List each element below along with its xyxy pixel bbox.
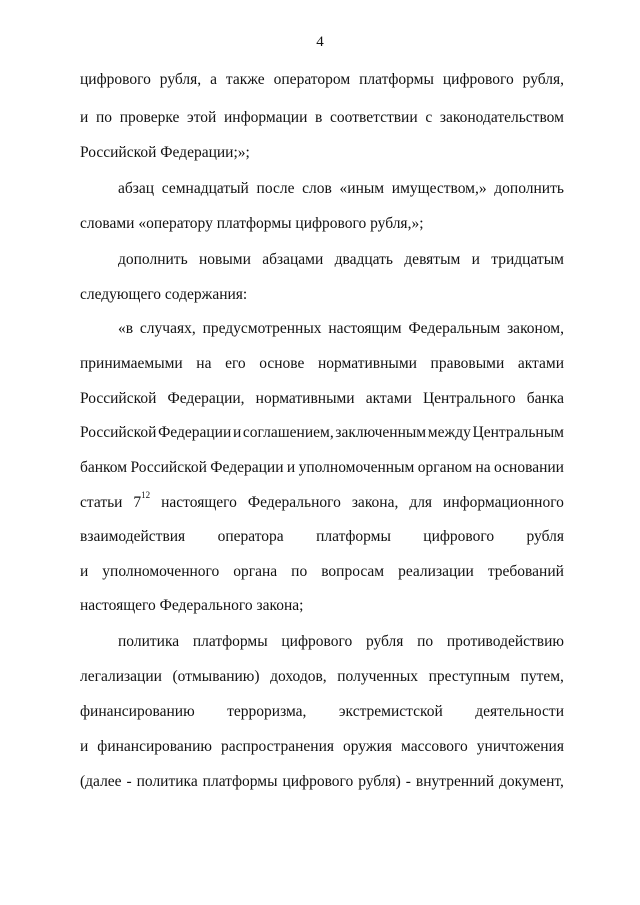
text-line (80, 772, 564, 792)
line-word: на (475, 459, 491, 476)
line-word: дополнить (494, 180, 564, 197)
line-word: органом (417, 459, 473, 476)
line-word: цифрового (423, 528, 495, 545)
line-word: семнадцатый (161, 180, 249, 197)
line-word: правовыми (430, 355, 505, 372)
line-word: внутренний (415, 773, 495, 790)
line-word: рубля (526, 528, 564, 545)
line-word: путем, (520, 668, 564, 685)
line-word: двадцать (334, 251, 393, 268)
line-word: рубля, (159, 71, 202, 88)
text-line: словами «оператору платформы цифрового рубля,»; (80, 215, 424, 232)
line-word: оператора (217, 528, 284, 545)
line-word: проверке (119, 109, 180, 126)
line-word: политика (136, 773, 198, 790)
line-word: банка (526, 390, 564, 407)
line-word: документ, (498, 773, 564, 790)
line-word: взаимодействия (80, 528, 186, 545)
line-word: - (126, 773, 132, 790)
line-word: и (286, 459, 296, 476)
line-word: требований (487, 563, 564, 580)
line-word: слов (302, 180, 332, 197)
text-line (80, 702, 564, 722)
text-line (80, 389, 564, 409)
line-word: банком (80, 459, 128, 476)
line-word: цифрового (282, 773, 354, 790)
line-word: рубля (365, 633, 404, 650)
line-word: и (232, 424, 242, 441)
line-word: имуществом,» (391, 180, 487, 197)
text-line (118, 319, 564, 339)
line-word: законодательством (439, 109, 564, 126)
line-word: вопросам (321, 563, 385, 580)
line-word: между (427, 424, 471, 441)
line-word: «в (118, 320, 134, 337)
line-word: - (405, 773, 411, 790)
line-word: органа (233, 563, 278, 580)
text-line (80, 458, 564, 478)
line-word: финансированию (97, 738, 212, 755)
line-word: закона, (351, 494, 399, 511)
line-word: абзац (118, 180, 155, 197)
line-word: по (417, 633, 434, 650)
line-word: его (225, 355, 246, 372)
line-word: оператором (273, 71, 351, 88)
line-word: в (315, 109, 323, 126)
line-word: платформы (359, 71, 434, 88)
line-word: рубля, (522, 71, 564, 88)
line-word: распространения (220, 738, 335, 755)
line-word: уничтожения (476, 738, 564, 755)
line-word: основе (259, 355, 305, 372)
line-word: Российской (80, 424, 157, 441)
line-word: абзацами (262, 251, 324, 268)
line-word: и (471, 251, 480, 268)
line-word: по (291, 563, 308, 580)
line-word: финансированию (80, 703, 195, 720)
line-word: уполномоченным (298, 459, 415, 476)
line-word: цифрового (442, 71, 514, 88)
line-word: платформы (316, 528, 391, 545)
line-word: Федерации (210, 459, 284, 476)
text-line: следующего содержания: (80, 286, 248, 303)
line-word: статьи (80, 494, 123, 511)
line-word: законом, (507, 320, 564, 337)
line-word: и (80, 563, 89, 580)
line-word: Федерального (247, 494, 341, 511)
line-word: принимаемыми (80, 355, 183, 372)
line-word: для (409, 494, 433, 511)
line-word: по (95, 109, 113, 126)
line-word: легализации (80, 668, 162, 685)
line-word: терроризма, (227, 703, 307, 720)
line-word: актами (365, 390, 412, 407)
text-line (80, 108, 564, 128)
line-word: с (425, 109, 433, 126)
line-word: настоящего (161, 494, 237, 511)
text-line: настоящего Федерального закона; (80, 597, 304, 614)
line-word: цифрового (281, 633, 353, 650)
text-line (80, 423, 564, 443)
line-word: экстремистской (338, 703, 443, 720)
text-line (80, 490, 564, 513)
line-word: деятельности (475, 703, 564, 720)
line-word: также (225, 71, 265, 88)
line-word: новыми (198, 251, 251, 268)
page-number: 4 (316, 34, 324, 50)
line-word: девятым (404, 251, 461, 268)
text-line: Российской Федерации;»; (80, 144, 250, 161)
line-word: доходов, (270, 668, 327, 685)
line-word: предусмотренных (202, 320, 322, 337)
line-word: реализации (398, 563, 474, 580)
line-word: платформы (192, 633, 268, 650)
line-word: массового (401, 738, 468, 755)
line-word: Центрального (422, 390, 516, 407)
line-word: $7^{12}$ (133, 490, 151, 511)
line-word: соответствии (330, 109, 418, 126)
line-word: Российской (80, 390, 157, 407)
line-word: уполномоченного (102, 563, 220, 580)
line-word: актами (517, 355, 564, 372)
line-word: платформы (202, 773, 278, 790)
text-line (118, 250, 564, 270)
text-line (118, 632, 564, 652)
line-word: противодействию (446, 633, 564, 650)
text-line (80, 527, 564, 547)
line-word: Федерации (158, 424, 232, 441)
line-word: случаях, (139, 320, 196, 337)
line-word: информации (224, 109, 308, 126)
line-word: информационного (443, 494, 564, 511)
line-word: и (80, 109, 89, 126)
line-word: нормативными (318, 355, 417, 372)
text-line (80, 70, 564, 90)
line-word: соглашением, (242, 424, 334, 441)
text-line (80, 667, 564, 687)
text-line (80, 562, 564, 582)
line-word: настоящим (328, 320, 402, 337)
line-word: после (256, 180, 295, 197)
line-word: (отмыванию) (172, 668, 260, 685)
line-word: тридцатым (491, 251, 564, 268)
text-line (118, 179, 564, 199)
line-word: политика (118, 633, 180, 650)
line-word: преступным (428, 668, 510, 685)
line-word: Центральным (472, 424, 564, 441)
line-word: «иным (339, 180, 385, 197)
line-word: нормативными (255, 390, 355, 407)
line-word: полученных (337, 668, 419, 685)
text-line (80, 737, 564, 757)
line-word: основании (494, 459, 564, 476)
line-word: а (210, 71, 217, 88)
superscript: 12 (141, 490, 151, 500)
line-word: Российской (130, 459, 207, 476)
line-word: Федеральным (408, 320, 501, 337)
line-word: заключенным (335, 424, 427, 441)
line-word: (далее (80, 773, 122, 790)
line-word: рубля) (358, 773, 401, 790)
text-line (80, 354, 564, 374)
line-word: и (80, 738, 89, 755)
line-word: оружия (343, 738, 392, 755)
line-word: на (196, 355, 212, 372)
line-word: этой (187, 109, 217, 126)
line-word: Федерации, (167, 390, 245, 407)
line-word: цифрового (80, 71, 151, 88)
line-word: дополнить (118, 251, 188, 268)
